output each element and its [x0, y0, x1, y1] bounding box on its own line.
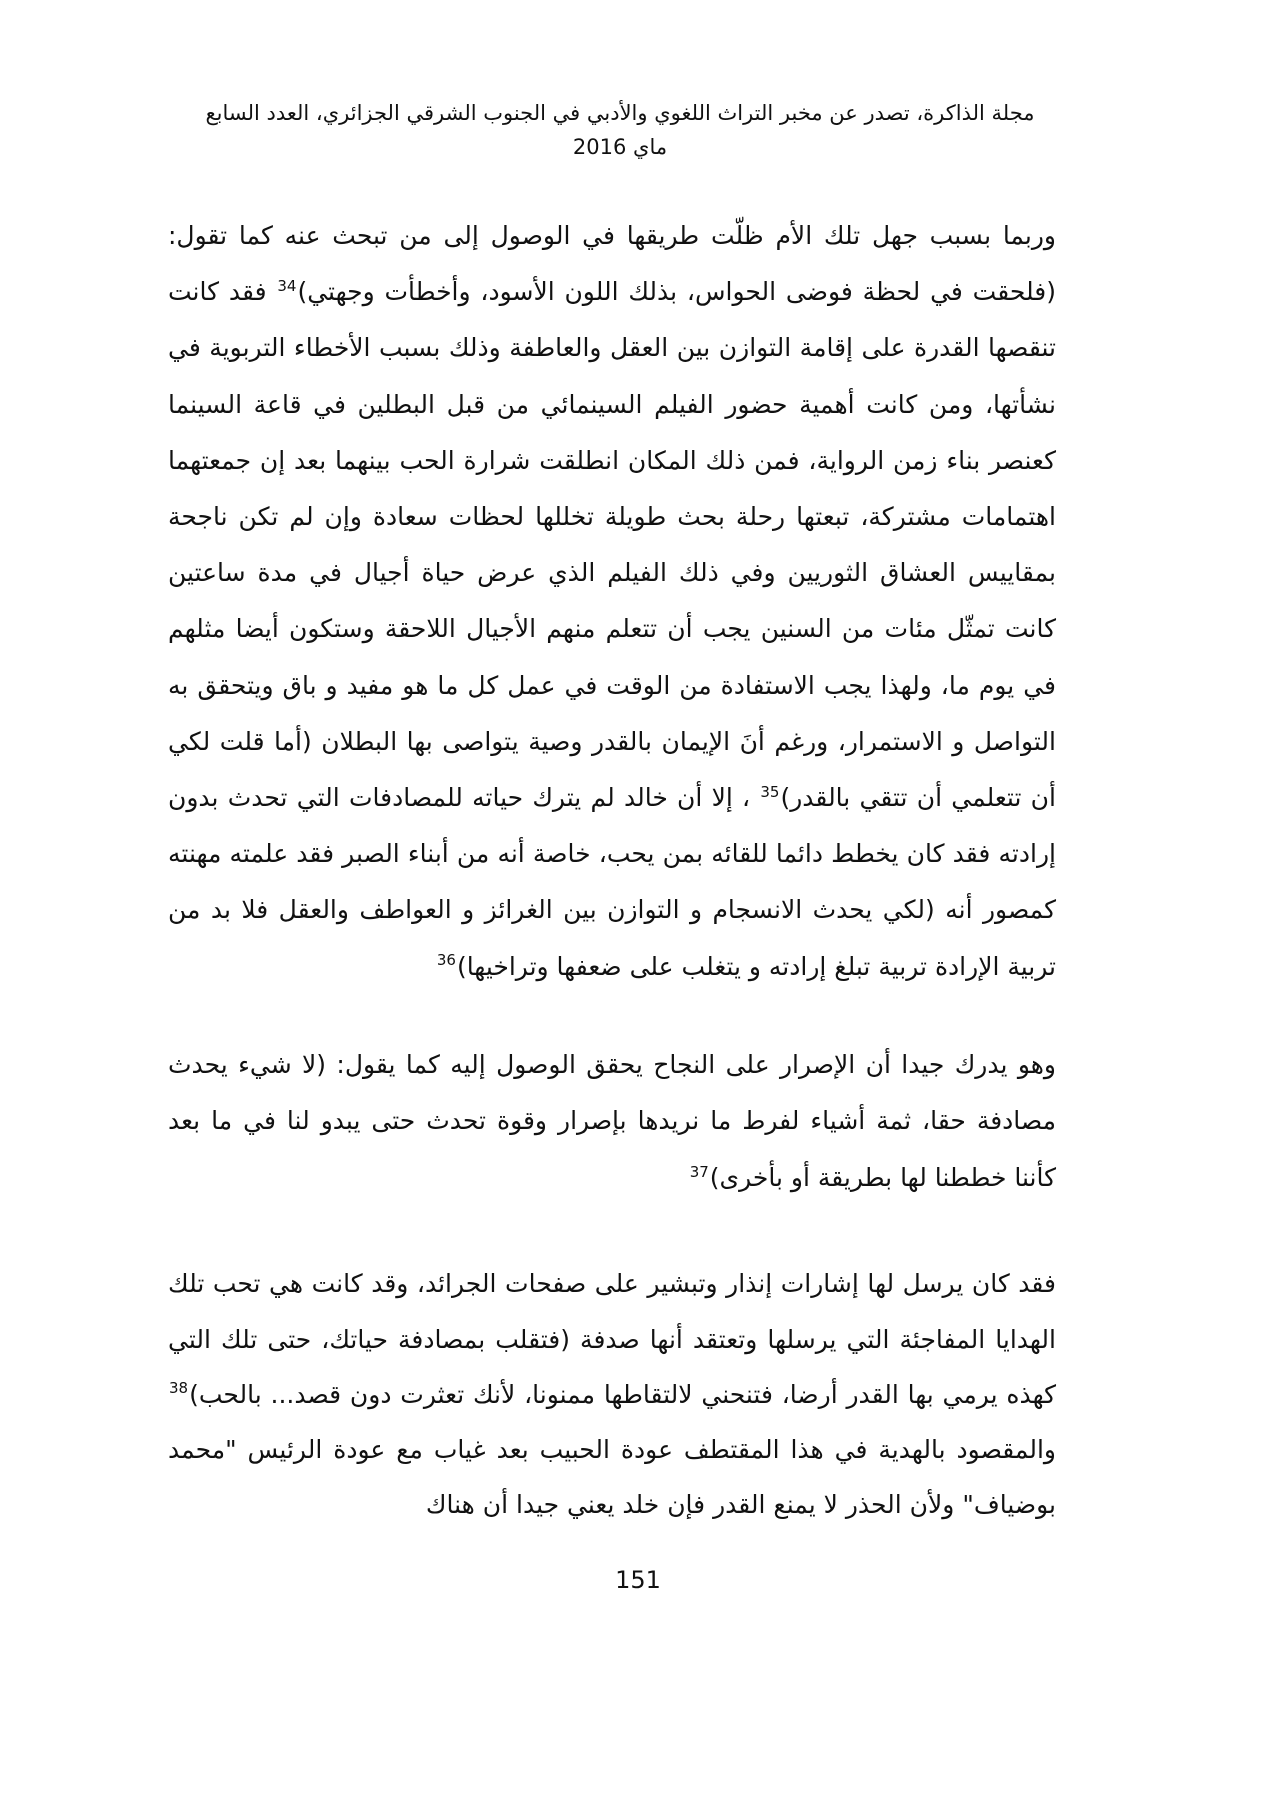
- paragraph-text: والمقصود بالهدية في هذا المقتطف عودة الحبيب بعد غياب مع عودة الرئيس "محمد بوضياف" ولأن الحذر لا يمنع القدر فإن خلد يعني جيدا أن هناك: [168, 1434, 1056, 1520]
- paragraph-text: ، إلا أن خالد لم يترك حياته للمصادفات التي تحدث بدون إرادته فقد كان يخطط دائما للقائه بمن يحب، خاصة أنه من أبناء الصبر فقد علمته مهنته كمصور أنه (لكي يحدث الانسجام و التوازن بين الغرائز و العواطف والعقل فلا بد من تربية الإرادة تربية تبلغ إرادته و يتغلب على ضعفها وتراخيها): [168, 783, 1056, 981]
- article-body: [168, 208, 1056, 1532]
- paragraph-text: فقد كانت تنقصها القدرة على إقامة التوازن بين العقل والعاطفة وذلك بسبب الأخطاء التربوية في نشأتها، ومن كانت أهمية حضور الفيلم السينمائي من قبل البطلين في قاعة السينما كعنصر بناء زمن الرواية، فمن ذلك المكان انطلقت شرارة الحب بينهما بعد إن جمعتهما اهتمامات مشتركة، تبعتها رحلة بحث طويلة تخللها لحظات سعادة وإن لم تكن ناجحة بمقاييس العشاق الثوريين وفي ذلك الفيلم الذي عرض حياة أجيال في مدة ساعتين كانت تمثّل مئات من السنين يجب أن تتعلم منهم الأجيال اللاحقة وستكون أيضا مثلهم في يوم ما، ولهذا يجب الاستفادة من الوقت في عمل كل ما هو مفيد و باق ويتحقق به التواصل و الاستمرار، ورغم أنَ الإيمان بالقدر وصية يتواصى بها البطلان (أما قلت لكي أن تتعلمي أن تتقي بالقدر): [168, 277, 1056, 813]
- paragraph-text: فقد كان يرسل لها إشارات إنذار وتبشير على صفحات الجرائد، وقد كانت هي تحب تلك الهدايا المفاجئة التي يرسلها وتعتقد أنها صدفة (فتقلب بمصادفة حياتك، حتى تلك التي كهذه يرمي بها القدر أرضا، فتنحني لالتقاطها ممنونا، لأنك تعثرت دون قصد... بالحب): [168, 1269, 1056, 1409]
- footnote-ref: 34: [277, 276, 297, 295]
- footnote-ref: 38: [169, 1379, 189, 1398]
- header-line-1: مجلة الذاكرة، تصدر عن مخبر التراث اللغوي والأدبي في الجنوب الشرقي الجزائري، العدد السابع: [205, 101, 1035, 125]
- footnote-ref: 37: [689, 1162, 709, 1181]
- page-number: 151: [615, 1566, 661, 1594]
- paragraph-text: وهو يدرك جيدا أن الإصرار على النجاح يحقق الوصول إليه كما يقول: (لا شيء يحدث مصادفة حقا، ثمة أشياء لفرط ما نريدها بإصرار وقوة تحدث حتى يبدو لنا في ما بعد كأننا خططنا لها بطريقة أو بأخرى): [168, 1049, 1056, 1192]
- footnote-ref: 35: [760, 782, 780, 801]
- paragraph-text: وربما بسبب جهل تلك الأم ظلّت طريقها في الوصول إلى من تبحث عنه كما تقول: (فلحقت في لحظة فوضى الحواس، بذلك اللون الأسود، وأخطأت وجهتي): [168, 221, 1056, 307]
- paragraph: [168, 1256, 1056, 1532]
- paragraph: [168, 208, 1056, 995]
- header-line-2: ماي 2016: [572, 135, 668, 159]
- footnote-ref: 36: [436, 951, 456, 970]
- paragraph: [168, 1037, 1056, 1207]
- journal-header: [120, 96, 1120, 164]
